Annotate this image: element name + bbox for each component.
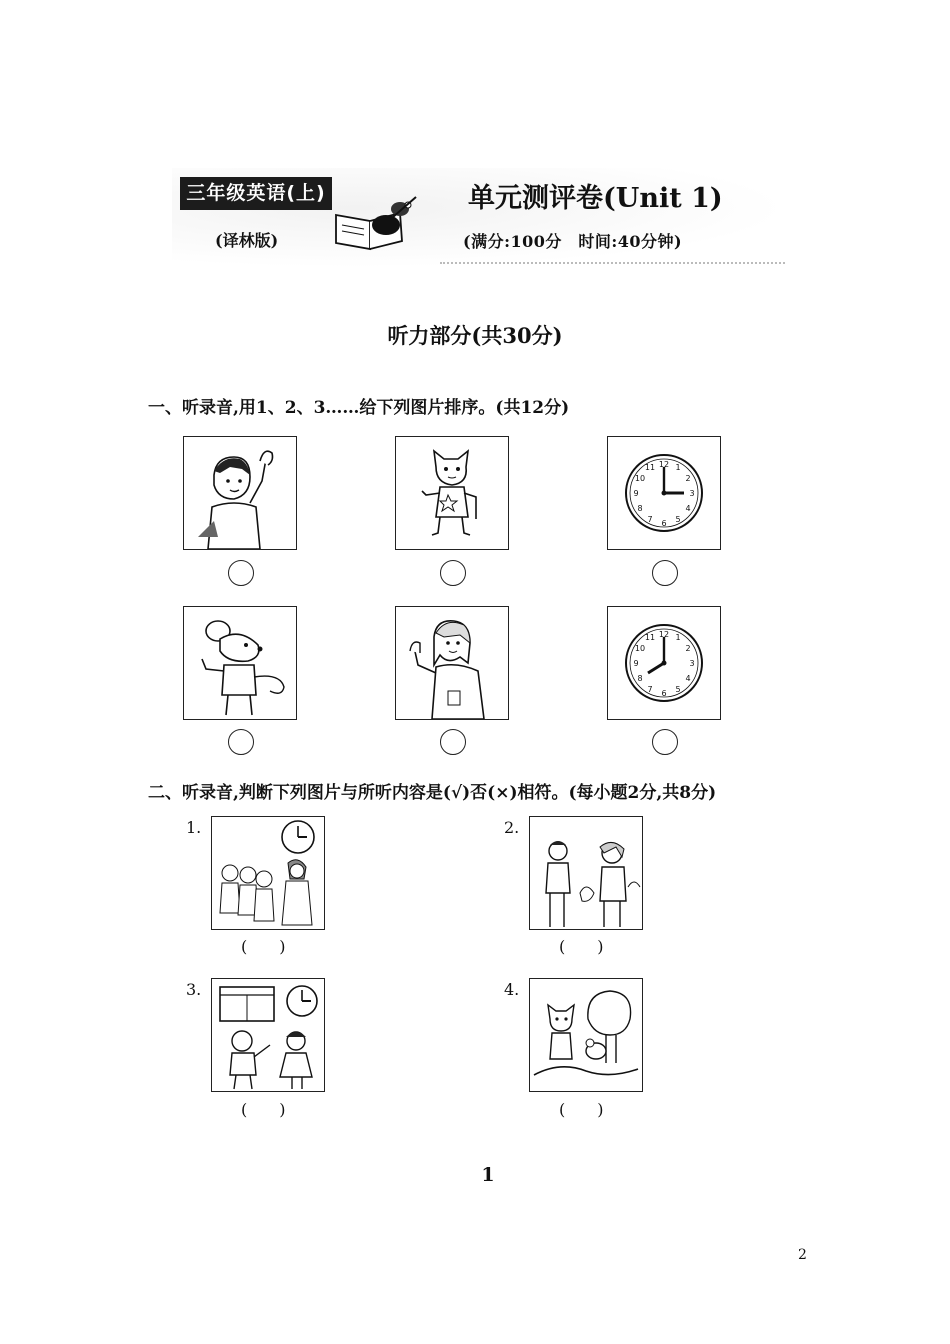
group-with-clock-icon <box>212 817 324 929</box>
svg-text:3: 3 <box>689 489 695 498</box>
svg-text:4: 4 <box>685 504 691 513</box>
svg-text:11: 11 <box>644 463 656 472</box>
question1-title: 一、听录音,用1、2、3……给下列图片排序。(共12分) <box>148 398 570 418</box>
q1-picture-1 <box>183 436 297 550</box>
boy-girl-window-clock-icon <box>212 979 324 1091</box>
q1-picture-6 <box>607 606 721 720</box>
svg-text:7: 7 <box>647 515 653 524</box>
q2-item-3-number: 3. <box>186 980 202 999</box>
q1-answer-circle-3[interactable] <box>652 560 678 586</box>
cat-character-icon <box>396 437 508 549</box>
q2-picture-2 <box>529 816 643 930</box>
q1-picture-3 <box>607 436 721 550</box>
svg-text:5: 5 <box>675 515 681 524</box>
header-divider <box>440 262 785 264</box>
edition-label: (译林版) <box>215 231 279 250</box>
svg-text:4: 4 <box>685 674 691 683</box>
q2-picture-4 <box>529 978 643 1092</box>
svg-text:5: 5 <box>675 685 681 694</box>
q1-picture-4 <box>183 606 297 720</box>
q1-picture-5 <box>395 606 509 720</box>
svg-text:6: 6 <box>661 519 667 528</box>
page-title: 单元测评卷(Unit 1) <box>468 183 723 214</box>
exam-meta: (满分:100分 时间:40分钟) <box>463 232 683 251</box>
section-title: 听力部分(共30分) <box>387 323 563 348</box>
svg-text:10: 10 <box>634 644 646 653</box>
q1-answer-circle-1[interactable] <box>228 560 254 586</box>
svg-text:6: 6 <box>661 689 667 698</box>
corner-page-number: 2 <box>798 1247 807 1263</box>
q1-picture-2 <box>395 436 509 550</box>
q1-answer-circle-6[interactable] <box>652 729 678 755</box>
svg-text:11: 11 <box>644 633 656 642</box>
q2-item-1-number: 1. <box>186 818 202 837</box>
page-number: 1 <box>481 1164 495 1186</box>
svg-text:2: 2 <box>685 644 691 653</box>
svg-text:8: 8 <box>637 504 643 513</box>
q1-answer-circle-2[interactable] <box>440 560 466 586</box>
svg-text:12: 12 <box>658 460 670 469</box>
q2-picture-1 <box>211 816 325 930</box>
mouse-character-icon <box>184 607 296 719</box>
reading-book-icon <box>330 195 422 257</box>
grade-label: 三年级英语(上) <box>180 177 332 210</box>
q2-answer-1[interactable]: ( ) <box>241 937 286 956</box>
q1-answer-circle-5[interactable] <box>440 729 466 755</box>
svg-text:10: 10 <box>634 474 646 483</box>
q2-item-4-number: 4. <box>504 980 520 999</box>
svg-text:9: 9 <box>633 659 639 668</box>
clock-three-oclock-icon <box>608 437 720 549</box>
cat-and-mouse-outdoors-icon <box>530 979 642 1091</box>
waving-boy-icon <box>184 437 296 549</box>
q2-answer-3[interactable]: ( ) <box>241 1100 286 1119</box>
q2-picture-3 <box>211 978 325 1092</box>
q2-answer-4[interactable]: ( ) <box>559 1100 604 1119</box>
question2-title: 二、听录音,判断下列图片与所听内容是(√)否(×)相符。(每小题2分,共8分) <box>148 783 717 803</box>
two-adults-greeting-icon <box>530 817 642 929</box>
q2-item-2-number: 2. <box>504 818 520 837</box>
q1-answer-circle-4[interactable] <box>228 729 254 755</box>
q2-answer-2[interactable]: ( ) <box>559 937 604 956</box>
svg-text:3: 3 <box>689 659 695 668</box>
svg-text:2: 2 <box>685 474 691 483</box>
svg-text:9: 9 <box>633 489 639 498</box>
svg-text:8: 8 <box>637 674 643 683</box>
svg-text:12: 12 <box>658 630 670 639</box>
svg-text:1: 1 <box>675 633 681 642</box>
clock-eight-oclock-icon <box>608 607 720 719</box>
svg-text:7: 7 <box>647 685 653 694</box>
waving-woman-icon <box>396 607 508 719</box>
svg-text:1: 1 <box>675 463 681 472</box>
